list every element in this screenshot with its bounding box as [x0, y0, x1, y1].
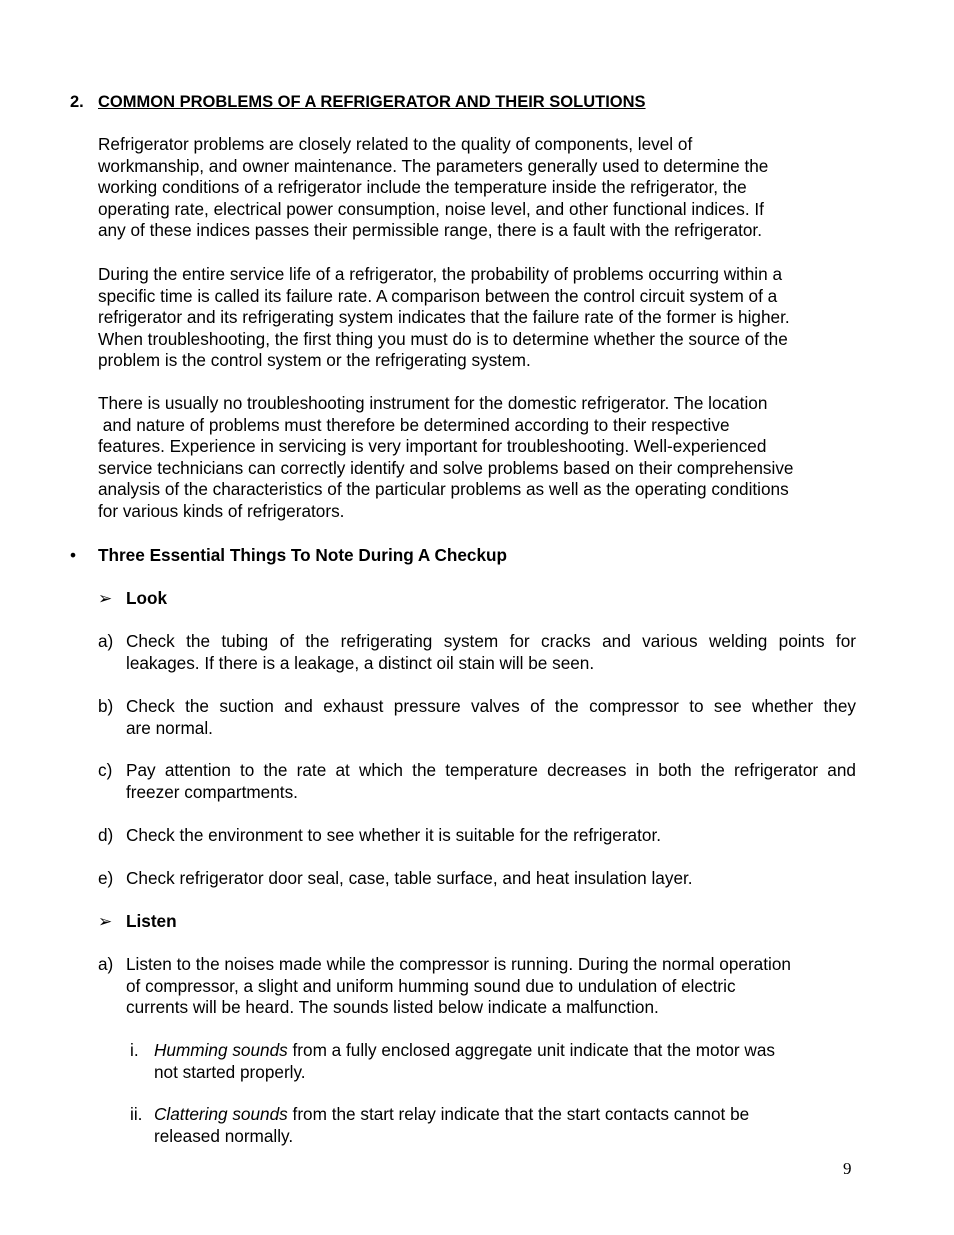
- paragraph-line: features. Experience in servicing is very important for troubleshooting. Well-experienced: [98, 436, 767, 457]
- page-number: 9: [843, 1159, 852, 1178]
- list-item-line: Listen to the noises made while the compressor is running. During the normal operation: [126, 954, 791, 974]
- bullet-icon: •: [70, 545, 77, 565]
- subitem-line: [154, 1040, 854, 1062]
- emphasis-text: Clattering sounds: [154, 1104, 288, 1124]
- look-item-e: [98, 868, 858, 890]
- list-item-line: currents will be heard. The sounds listed below indicate a malfunction.: [126, 997, 659, 1018]
- look-item-d: [98, 825, 858, 847]
- list-item-line: Pay attention to the rate at which the temperature decreases in both the refrigerator and: [126, 760, 856, 780]
- list-item-line: Check the environment to see whether it is suitable for the refrigerator.: [126, 825, 661, 845]
- list-label: a): [98, 954, 114, 974]
- list-label: c): [98, 760, 113, 780]
- paragraph-line: analysis of the characteristics of the particular problems as well as the operating conditions: [98, 479, 789, 500]
- list-item-line: are normal.: [126, 717, 213, 738]
- paragraph-2: [98, 264, 858, 372]
- list-item-line: Check the suction and exhaust pressure valves of the compressor to see whether they: [126, 696, 856, 716]
- paragraph-line: working conditions of a refrigerator include the temperature inside the refrigerator, the: [98, 177, 747, 198]
- paragraph-3: [98, 393, 858, 523]
- subitem-line: [154, 1104, 854, 1126]
- look-title: Look: [126, 588, 168, 608]
- paragraph-line: and nature of problems must therefore be determined according to their respective: [98, 414, 730, 435]
- list-item-line: Check refrigerator door seal, case, table surface, and heat insulation layer.: [126, 868, 693, 888]
- bullet-heading: [70, 545, 507, 567]
- listen-subitem-i: [126, 1040, 856, 1083]
- list-label: b): [98, 696, 114, 716]
- paragraph-line: for various kinds of refrigerators.: [98, 500, 345, 521]
- paragraph-line: service technicians can correctly identify and solve problems based on their comprehensive: [98, 457, 794, 478]
- listen-item-a: [98, 954, 858, 1019]
- list-label: d): [98, 825, 114, 845]
- paragraph-line: There is usually no troubleshooting instrument for the domestic refrigerator. The location: [98, 393, 768, 413]
- paragraph-line: operating rate, electrical power consumption, noise level, and other functional indices. If: [98, 198, 764, 219]
- subitem-line: not started properly.: [154, 1061, 306, 1082]
- section-number: 2.: [70, 93, 84, 111]
- subitem-line: released normally.: [154, 1125, 294, 1146]
- emphasis-text: Humming sounds: [154, 1040, 288, 1060]
- roman-label: ii.: [130, 1104, 143, 1124]
- paragraph-line: During the entire service life of a refrigerator, the probability of problems occurring within a: [98, 264, 783, 284]
- list-item-line: freezer compartments.: [126, 781, 298, 802]
- paragraph-line: workmanship, and owner maintenance. The parameters generally used to determine the: [98, 155, 769, 176]
- paragraph-line: problem is the control system or the refrigerating system.: [98, 350, 531, 371]
- bullet-title: Three Essential Things To Note During A Checkup: [98, 545, 508, 565]
- arrow-bullet-icon: ➢: [98, 588, 113, 608]
- list-label: e): [98, 868, 114, 888]
- roman-label: i.: [130, 1040, 139, 1060]
- listen-heading: [98, 911, 177, 933]
- paragraph-line: any of these indices passes their permissible range, there is a fault with the refrigerator.: [98, 220, 762, 241]
- paragraph-line: specific time is called its failure rate. A comparison between the control circuit system of a: [98, 285, 778, 306]
- list-item-line: leakages. If there is a leakage, a distinct oil stain will be seen.: [126, 652, 595, 673]
- subitem-text: from a fully enclosed aggregate unit indicate that the motor was: [287, 1040, 776, 1060]
- section-heading: [70, 92, 646, 114]
- subitem-text: from the start relay indicate that the start contacts cannot be: [287, 1104, 750, 1124]
- paragraph-line: When troubleshooting, the first thing you must do is to determine whether the source of the: [98, 328, 788, 349]
- look-item-a: [98, 631, 858, 674]
- listen-subitem-ii: [126, 1104, 856, 1147]
- list-item-line: Check the tubing of the refrigerating system for cracks and various welding points for: [126, 631, 856, 651]
- listen-title: Listen: [126, 911, 177, 931]
- look-item-c: [98, 760, 858, 803]
- paragraph-line: Refrigerator problems are closely related to the quality of components, level of: [98, 134, 693, 154]
- arrow-bullet-icon: ➢: [98, 911, 113, 931]
- section-title: COMMON PROBLEMS OF A REFRIGERATOR AND THEIR SOLUTIONS: [98, 93, 646, 111]
- paragraph-1: [98, 134, 858, 242]
- list-label: a): [98, 631, 114, 651]
- look-heading: [98, 588, 167, 610]
- look-item-b: [98, 696, 858, 739]
- list-item-line: of compressor, a slight and uniform humming sound due to undulation of electric: [126, 975, 736, 996]
- paragraph-line: refrigerator and its refrigerating system indicates that the failure rate of the former is higher.: [98, 307, 790, 328]
